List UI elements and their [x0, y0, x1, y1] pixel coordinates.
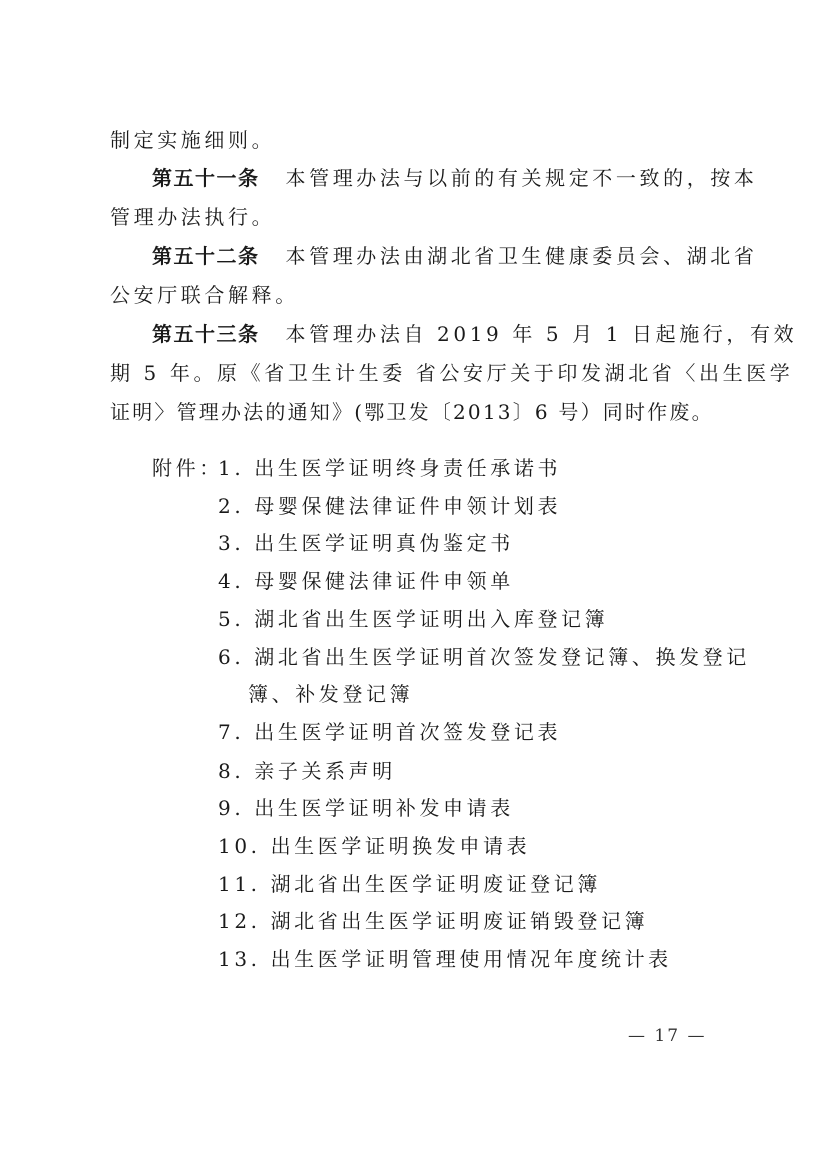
attachment-item-continuation: 簿、补发登记簿	[248, 682, 414, 706]
article-53-continuation-2: 证明〉管理办法的通知》(鄂卫发〔2013〕6 号）同时作废。	[110, 400, 714, 424]
article-52-text: 本管理办法由湖北省卫生健康委员会、湖北省	[285, 244, 758, 268]
article-53-line	[152, 322, 798, 346]
page-number: — 17 —	[628, 1026, 707, 1046]
attachment-item: 11. 湖北省出生医学证明废证登记簿	[218, 872, 601, 896]
attachment-item: 9. 出生医学证明补发申请表	[218, 796, 514, 820]
attachment-item: 2. 母婴保健法律证件申领计划表	[218, 494, 562, 518]
article-52-heading: 第五十二条	[152, 244, 260, 268]
article-52-line	[152, 244, 758, 268]
attachment-item: 1. 出生医学证明终身责任承诺书	[218, 456, 562, 480]
attachment-item: 4. 母婴保健法律证件申领单	[218, 569, 514, 593]
article-52-continuation: 公安厅联合解释。	[110, 283, 299, 307]
attachment-item: 10. 出生医学证明换发申请表	[218, 834, 531, 858]
attachments-label: 附件：	[152, 456, 223, 480]
attachment-item: 12. 湖北省出生医学证明废证销毁登记簿	[218, 909, 649, 933]
attachment-item: 3. 出生医学证明真伪鉴定书	[218, 531, 514, 555]
attachment-item: 6. 湖北省出生医学证明首次签发登记簿、换发登记	[218, 645, 750, 669]
attachment-item: 7. 出生医学证明首次签发登记表	[218, 720, 562, 744]
article-51-text: 本管理办法与以前的有关规定不一致的，按本	[285, 166, 758, 190]
article-53-text: 本管理办法自 2019 年 5 月 1 日起施行，有效	[285, 322, 798, 346]
article-51-continuation: 管理办法执行。	[110, 205, 276, 229]
article-51-line	[152, 166, 758, 190]
paragraph-line: 制定实施细则。	[110, 128, 276, 152]
attachment-item: 13. 出生医学证明管理使用情况年度统计表	[218, 947, 672, 971]
article-53-heading: 第五十三条	[152, 322, 260, 346]
attachment-item: 5. 湖北省出生医学证明出入库登记簿	[218, 607, 609, 631]
attachment-item: 8. 亲子关系声明	[218, 759, 396, 783]
article-51-heading: 第五十一条	[152, 166, 260, 190]
article-53-continuation-1: 期 5 年。原《省卫生计生委 省公安厅关于印发湖北省〈出生医学	[110, 361, 794, 385]
